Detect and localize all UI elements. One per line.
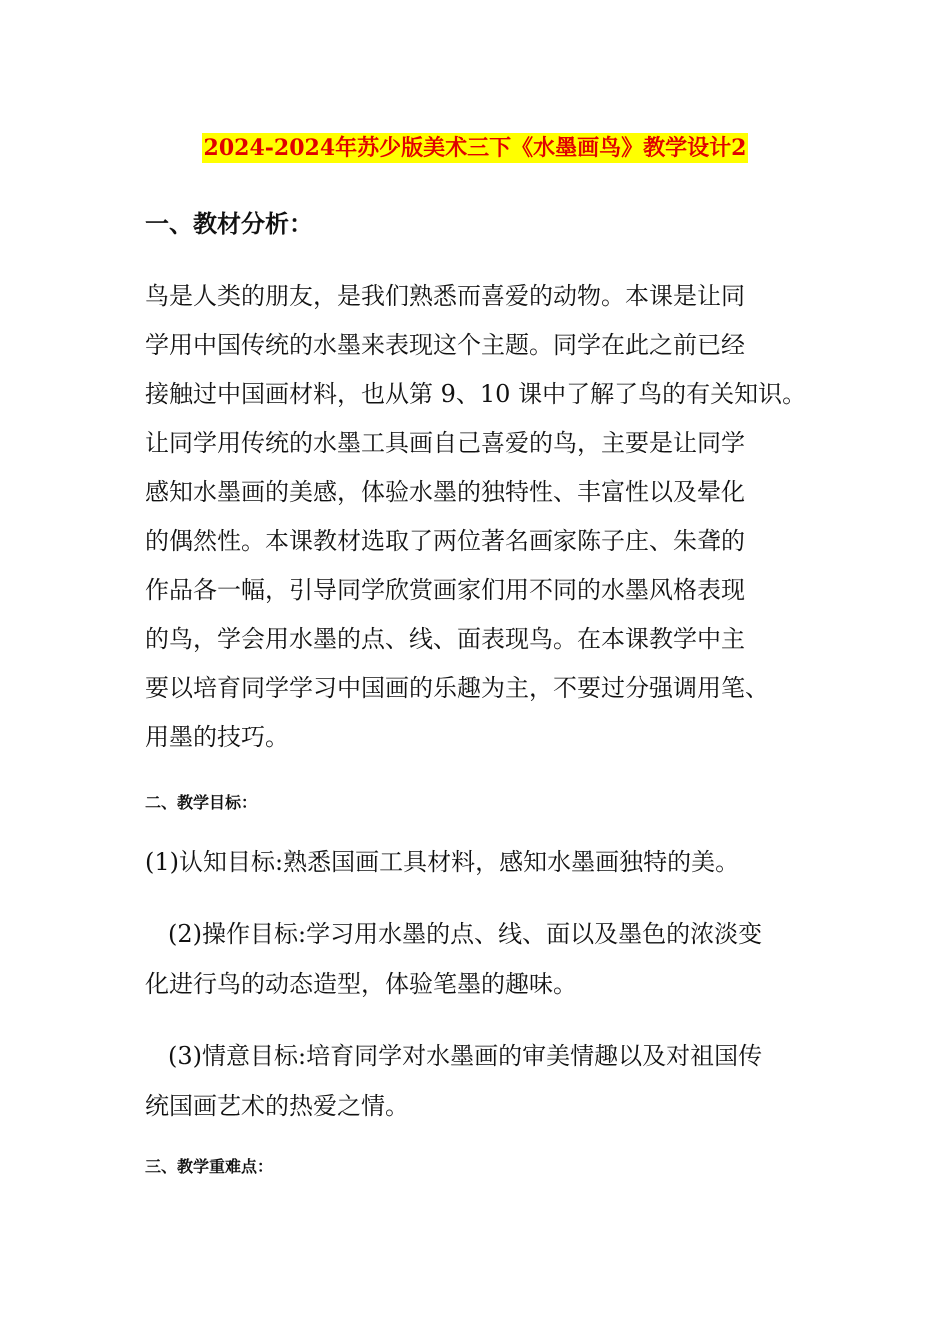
goal-emotion-line1: (3)情意目标:培育同学对水墨画的审美情趣以及对祖国传	[168, 1042, 763, 1070]
paragraph-line: 要以培育同学学习中国画的乐趣为主，不要过分强调用笔、	[145, 674, 769, 702]
goal-emotion-line2: 统国画艺术的热爱之情。	[145, 1092, 409, 1120]
goal-operation-line2: 化进行鸟的动态造型，体验笔墨的趣味。	[145, 970, 577, 998]
paragraph-line: 让同学用传统的水墨工具画自己喜爱的鸟，主要是让同学	[145, 429, 745, 457]
paragraph-line: 作品各一幅，引导同学欣赏画家们用不同的水墨风格表现	[145, 576, 745, 604]
section-heading-key-points: 三、教学重难点：	[145, 1157, 274, 1176]
section-heading-goals: 二、教学目标：	[145, 793, 258, 812]
document-title: 2024-2024年苏少版美术三下《水墨画鸟》教学设计2	[203, 135, 747, 161]
paragraph-line: 鸟是人类的朋友，是我们熟悉而喜爱的动物。本课是让同	[145, 282, 745, 310]
paragraph-line: 的偶然性。本课教材选取了两位著名画家陈子庄、朱聋的	[145, 527, 745, 555]
paragraph-line: 感知水墨画的美感，体验水墨的独特性、丰富性以及晕化	[145, 478, 745, 506]
title-container	[0, 133, 950, 163]
paragraph-line: 的鸟，学会用水墨的点、线、面表现鸟。在本课教学中主	[145, 625, 745, 653]
goal-operation-line1: (2)操作目标:学习用水墨的点、线、面以及墨色的浓淡变	[168, 920, 763, 948]
paragraph-line: 学用中国传统的水墨来表现这个主题。同学在此之前已经	[145, 331, 745, 359]
paragraph-line: 用墨的技巧。	[145, 723, 289, 751]
paragraph-line: 接触过中国画材料，也从第 9、10 课中了解了鸟的有关知识。	[145, 380, 807, 408]
section-heading-materials: 一、教材分析：	[145, 209, 313, 238]
goal-cognitive: (1)认知目标:熟悉国画工具材料，感知水墨画独特的美。	[145, 848, 740, 876]
